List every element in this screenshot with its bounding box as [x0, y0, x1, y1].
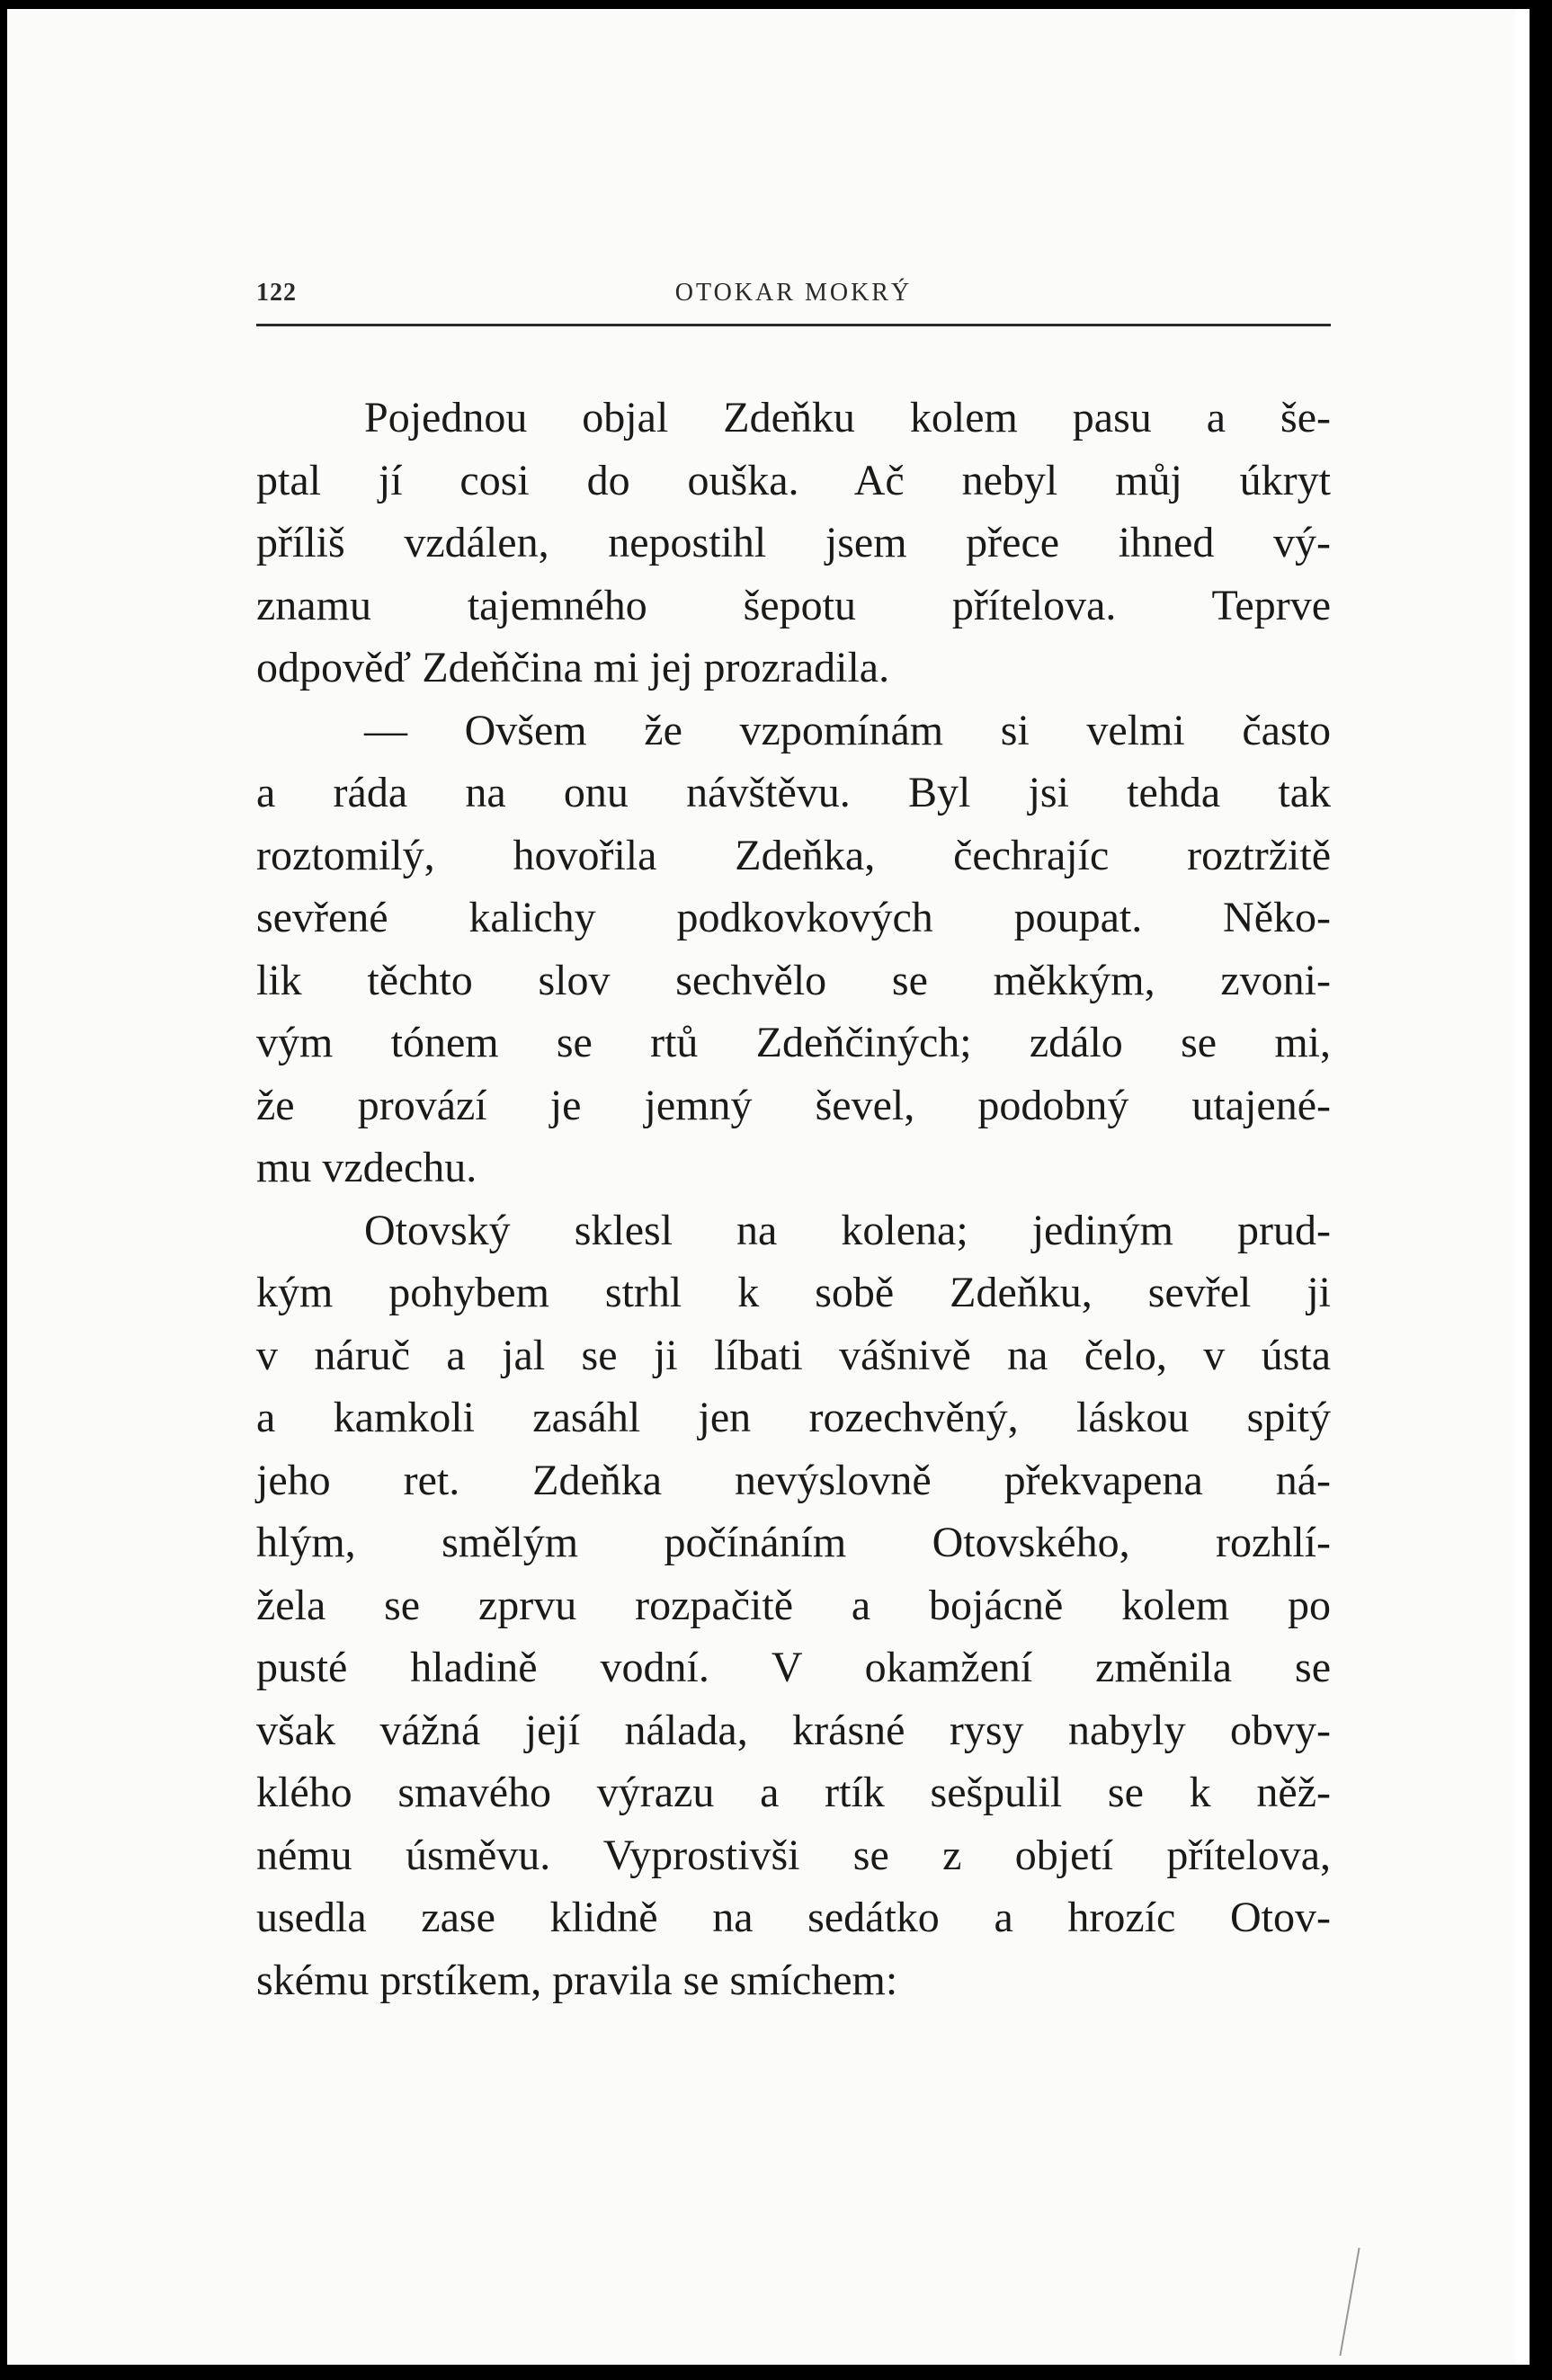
text-line: odpověď Zdeňčina mi jej prozradila. [256, 644, 890, 691]
text-line: roztomilý, hovořila Zdeňka, čechrajíc roztržitě [256, 831, 1331, 879]
text-line: sevřené kalichy podkovkových poupat. Něko- [256, 894, 1331, 941]
running-title: OTOKAR MOKRÝ [674, 279, 913, 307]
text-line: lik těchto slov sechvělo se měkkým, zvoni- [256, 956, 1331, 1004]
text-line: skému prstíkem, pravila se smíchem: [256, 1956, 898, 2004]
text-line: usedla zase klidně na sedátko a hrozíc Otov- [256, 1894, 1331, 1941]
text-line: pusté hladině vodní. V okamžení změnila se [256, 1644, 1331, 1691]
page-edge [1515, 9, 1530, 2365]
text-line: klého smavého výrazu a rtík sešpulil se k něž- [256, 1769, 1331, 1816]
text-line: že provází je jemný ševel, podobný utajené- [256, 1081, 1331, 1129]
header-rule [256, 324, 1331, 326]
text-line: Otovský sklesl na kolena; jediným prud- [364, 1206, 1331, 1254]
text-line: ptal jí cosi do ouška. Ač nebyl můj úkryt [256, 456, 1331, 504]
text-line: a kamkoli zasáhl jen rozechvěný, láskou spitý [256, 1394, 1331, 1441]
text-line: žela se zprvu rozpačitě a bojácně kolem po [256, 1581, 1331, 1629]
text-line: Pojednou objal Zdeňku kolem pasu a še- [364, 394, 1331, 441]
text-line: příliš vzdálen, nepostihl jsem přece ihned vý- [256, 519, 1331, 566]
text-line: mu vzdechu. [256, 1144, 477, 1191]
text-line: nému úsměvu. Vyprostivši se z objetí přítelova, [256, 1831, 1331, 1879]
text-line: — Ovšem že vzpomínám si velmi často [364, 706, 1331, 754]
text-line: v náruč a jal se ji líbati vášnivě na čelo, v ústa [256, 1331, 1331, 1379]
text-line: však vážná její nálada, krásné rysy nabyly obvy- [256, 1706, 1331, 1754]
text-line: vým tónem se rtů Zdeňčiných; zdálo se mi, [256, 1019, 1331, 1066]
page-number: 122 [256, 279, 297, 307]
text-line: a ráda na onu návštěvu. Byl jsi tehda tak [256, 769, 1331, 816]
text-line: jeho ret. Zdeňka nevýslovně překvapena ná- [256, 1456, 1331, 1504]
text-line: kým pohybem strhl k sobě Zdeňku, sevřel ji [256, 1269, 1331, 1316]
body-text [256, 387, 1331, 2011]
text-line: znamu tajemného šepotu přítelova. Teprve [256, 581, 1331, 629]
text-line: hlým, smělým počínáním Otovského, rozhlí- [256, 1519, 1331, 1566]
page-header [256, 279, 1331, 315]
